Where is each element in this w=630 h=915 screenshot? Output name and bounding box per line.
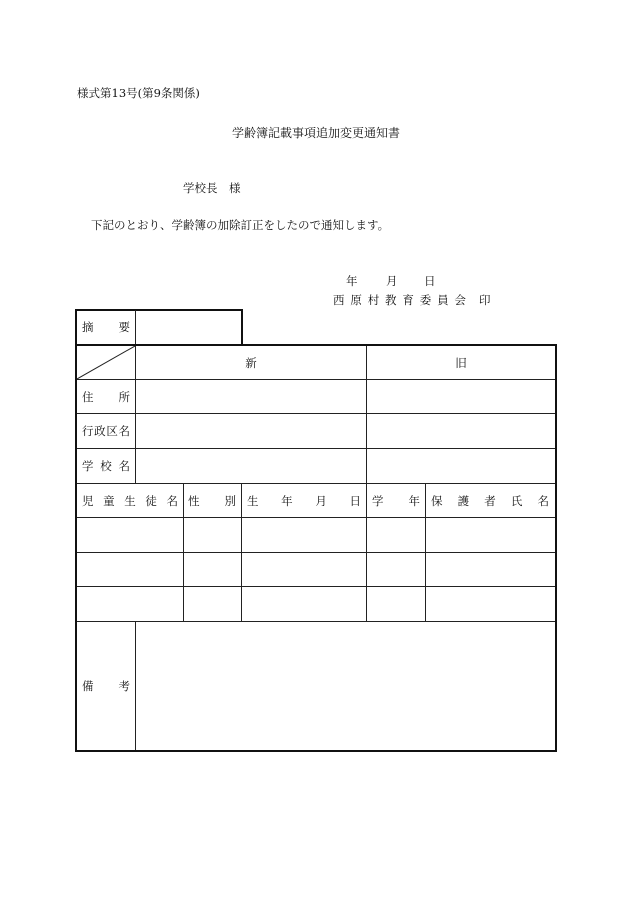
header-char: 者 — [484, 493, 496, 508]
grade-cell[interactable] — [367, 518, 425, 552]
header-gender — [188, 484, 236, 517]
label-char: 校 — [100, 459, 112, 473]
issuer-name — [333, 292, 466, 308]
issuer-char: 村 — [367, 293, 380, 307]
header-char: 名 — [166, 493, 178, 508]
header-birthdate — [247, 484, 361, 517]
issuer-char: 委 — [419, 293, 432, 307]
address-new-field[interactable] — [136, 380, 366, 413]
label-char: 学 — [82, 459, 94, 473]
student-name-cell[interactable] — [77, 587, 183, 621]
label-char: 名 — [118, 459, 130, 473]
label-char: 備 — [82, 679, 94, 693]
header-char: 名 — [537, 493, 549, 508]
label-char: 要 — [118, 320, 130, 334]
label-char: 区 — [106, 424, 118, 438]
header-char: 生 — [247, 493, 259, 508]
label-char: 摘 — [82, 320, 94, 334]
label-char: 住 — [82, 389, 94, 404]
body-text: 下記のとおり、学齢簿の加除訂正をしたので通知します。 — [91, 218, 390, 232]
header-char: 保 — [431, 493, 443, 508]
header-char: 日 — [349, 493, 361, 508]
issuer-char: 教 — [385, 293, 397, 307]
header-char: 月 — [315, 493, 327, 508]
label-char: 所 — [118, 389, 130, 404]
addressee: 学校長 様 — [183, 181, 241, 195]
label-char: 名 — [118, 424, 130, 438]
address-old-field[interactable] — [367, 380, 555, 413]
row-label-school — [82, 449, 130, 483]
header-student-name — [82, 484, 178, 517]
student-name-cell[interactable] — [77, 553, 183, 586]
school-new-field[interactable] — [136, 449, 366, 483]
diagonal-corner — [77, 346, 135, 379]
district-old-field[interactable] — [367, 414, 555, 448]
header-char: 生 — [124, 493, 136, 508]
column-old: 旧 — [455, 355, 467, 370]
issuer-char: 育 — [402, 293, 414, 307]
date-day: 日 — [424, 274, 436, 288]
issuer-char: 原 — [350, 293, 362, 307]
header-grade — [372, 484, 420, 517]
issuer-char: 員 — [437, 293, 449, 307]
issuer-char: 西 — [333, 293, 345, 307]
date-year: 年 — [346, 274, 358, 288]
issuer-char: 会 — [454, 293, 466, 307]
birthdate-cell[interactable] — [242, 587, 366, 621]
remarks-field[interactable] — [136, 622, 555, 750]
student-name-cell[interactable] — [77, 518, 183, 552]
school-old-field[interactable] — [367, 449, 555, 483]
header-char: 護 — [457, 493, 470, 508]
row-label-district — [82, 414, 130, 448]
header-char: 性 — [188, 493, 200, 508]
date-month: 月 — [386, 274, 398, 288]
gender-cell[interactable] — [184, 587, 241, 621]
birthdate-cell[interactable] — [242, 518, 366, 552]
remarks-label — [82, 622, 130, 750]
header-char: 学 — [372, 493, 384, 508]
label-char: 考 — [118, 679, 130, 693]
seal-mark: 印 — [479, 293, 491, 307]
form-number: 様式第13号(第9条関係) — [77, 86, 200, 100]
document-title: 学齢簿記載事項追加変更通知書 — [232, 126, 401, 140]
label-char: 政 — [94, 424, 106, 438]
gender-cell[interactable] — [184, 553, 241, 586]
birthdate-cell[interactable] — [242, 553, 366, 586]
header-char: 別 — [224, 493, 236, 508]
row-label-address — [82, 380, 130, 413]
label-char: 行 — [82, 424, 94, 438]
header-char: 童 — [103, 493, 115, 508]
summary-label — [82, 310, 130, 344]
header-guardian-name — [431, 484, 549, 517]
grade-cell[interactable] — [367, 587, 425, 621]
gender-cell[interactable] — [184, 518, 241, 552]
header-char: 氏 — [510, 493, 523, 508]
guardian-name-cell[interactable] — [426, 518, 555, 552]
guardian-name-cell[interactable] — [426, 553, 555, 586]
guardian-name-cell[interactable] — [426, 587, 555, 621]
header-char: 徒 — [145, 493, 157, 508]
header-char: 児 — [82, 493, 94, 508]
header-char: 年 — [281, 493, 293, 508]
column-new: 新 — [245, 355, 257, 370]
summary-field[interactable] — [137, 311, 241, 344]
grade-cell[interactable] — [367, 553, 425, 586]
header-char: 年 — [408, 493, 420, 508]
district-new-field[interactable] — [136, 414, 366, 448]
